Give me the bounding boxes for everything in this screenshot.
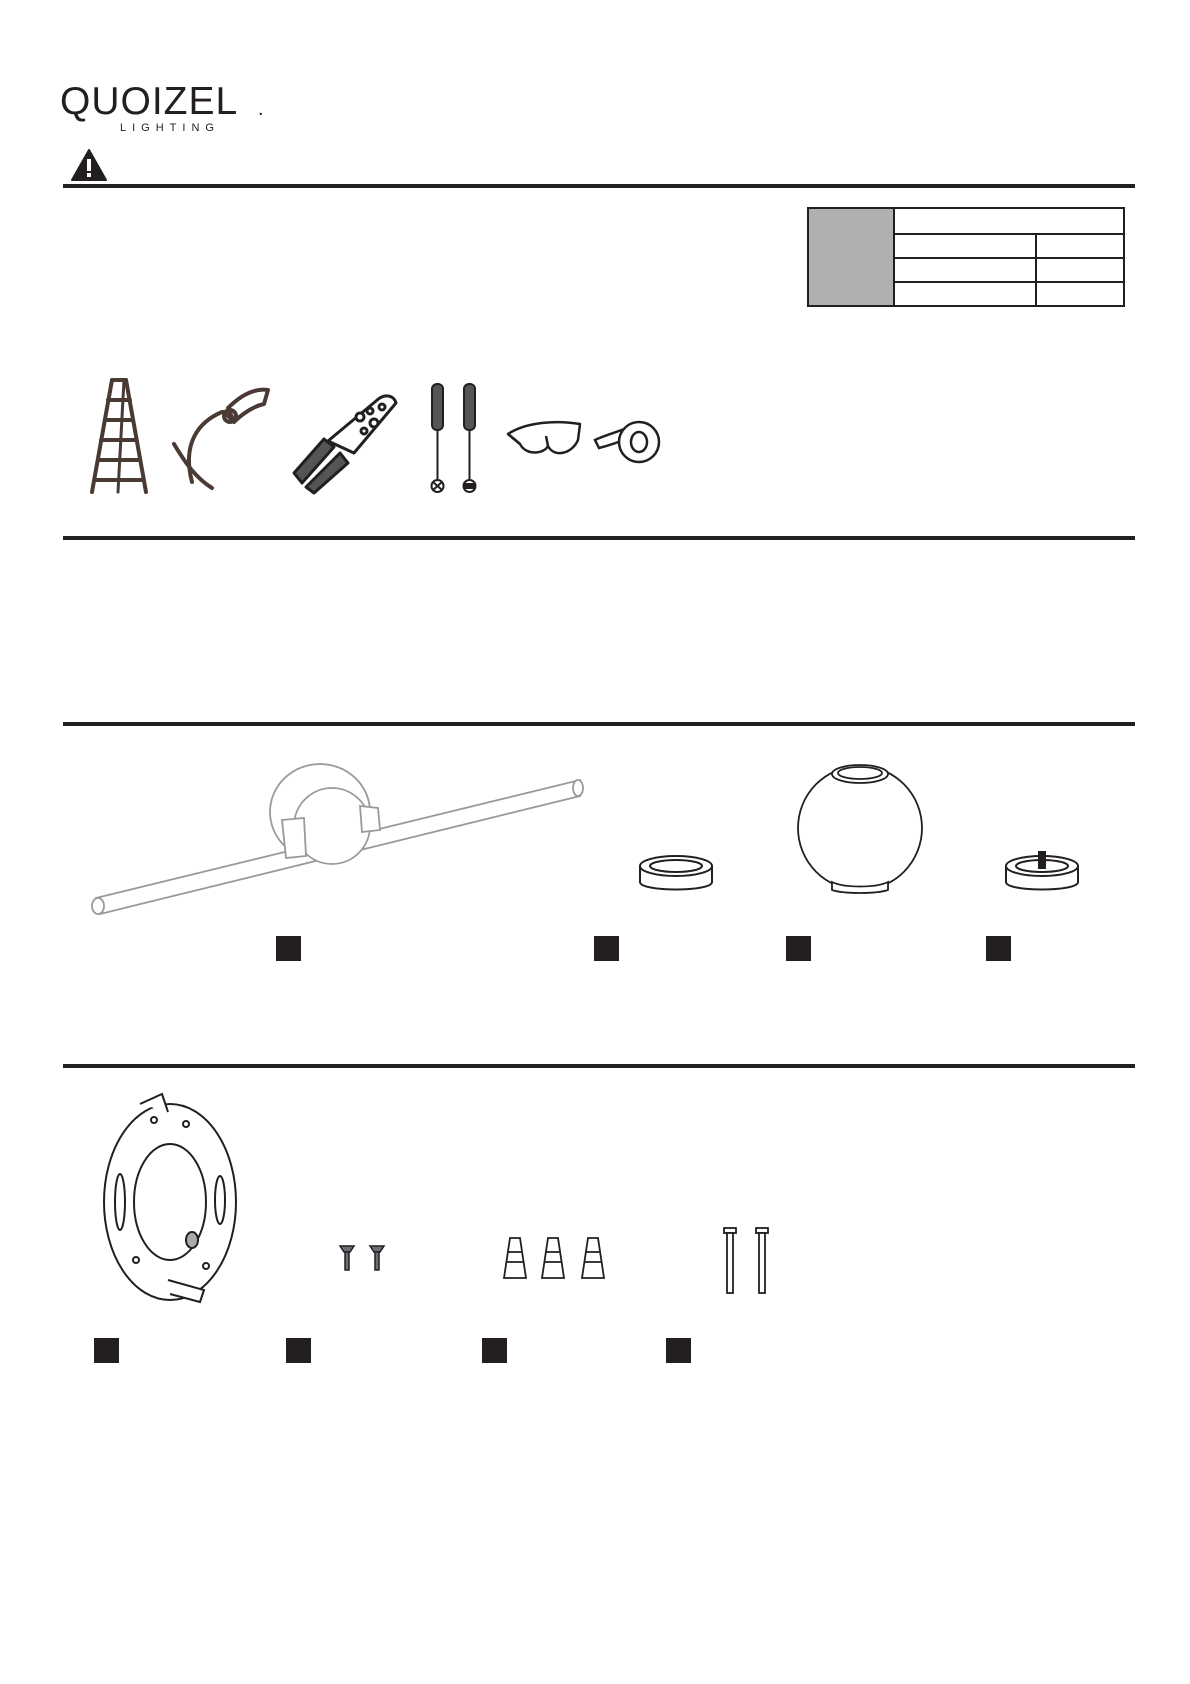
section-divider <box>63 1064 1135 1068</box>
electrical-tape-icon <box>593 418 663 464</box>
wire-nuts-illustration <box>498 1232 610 1282</box>
logo-dot: . <box>258 98 264 120</box>
finial-cap-illustration <box>1002 850 1082 898</box>
spec-table <box>807 207 1125 307</box>
spec-cell <box>894 282 1036 306</box>
part-label-box <box>786 936 811 961</box>
part-label-box <box>94 1338 119 1363</box>
logo-subtitle: LIGHTING <box>120 122 220 134</box>
safety-glasses-icon <box>506 414 582 464</box>
screwdrivers-icon <box>428 382 484 496</box>
part-label-box <box>276 936 301 961</box>
part-label-box <box>482 1338 507 1363</box>
glass-globe-illustration <box>796 760 926 896</box>
socket-ring-illustration <box>636 852 716 898</box>
spec-cell <box>1036 234 1124 258</box>
fixture-bar-illustration <box>90 760 590 920</box>
spec-cell <box>894 234 1036 258</box>
mounting-plate-illustration <box>96 1090 246 1310</box>
section-divider <box>63 722 1135 726</box>
mounting-bolts-illustration <box>722 1226 778 1296</box>
spec-gray-cell <box>808 208 894 306</box>
section-divider <box>63 536 1135 540</box>
pliers-icon <box>168 382 274 492</box>
wire-stripper-icon <box>284 383 400 495</box>
spec-cell <box>1036 282 1124 306</box>
warning-triangle-icon <box>70 148 108 182</box>
part-label-box <box>666 1338 691 1363</box>
part-label-box <box>594 936 619 961</box>
spec-cell <box>894 258 1036 282</box>
screws-illustration <box>338 1242 388 1272</box>
spec-cell <box>894 208 1124 234</box>
logo-wordmark: QUOIZEL <box>60 80 239 123</box>
part-label-box <box>286 1338 311 1363</box>
step-ladder-icon <box>88 376 148 496</box>
spec-cell <box>1036 258 1124 282</box>
part-label-box <box>986 936 1011 961</box>
section-divider <box>63 184 1135 188</box>
